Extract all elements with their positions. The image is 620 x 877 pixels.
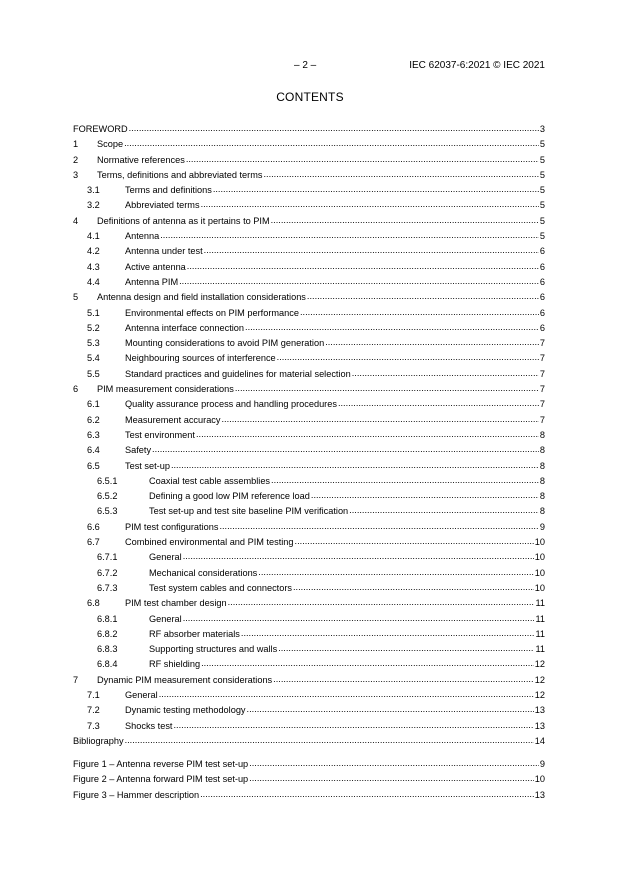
toc-dot-leader (295, 535, 534, 545)
toc-entry-title: PIM test chamber design (125, 598, 227, 609)
toc-entry-page: 5 (539, 139, 545, 150)
toc-entry-number: 6.7.1 (97, 552, 118, 563)
toc-entry-title: Combined environmental and PIM testing (125, 537, 294, 548)
toc-entry-number: 3.2 (87, 200, 100, 211)
toc-entry[interactable] (73, 382, 545, 397)
toc-entry[interactable] (73, 153, 545, 168)
toc-entry-page: 5 (539, 169, 545, 180)
toc-entry[interactable] (73, 520, 545, 535)
toc-entry-title: RF shielding (149, 659, 201, 670)
toc-entry[interactable] (73, 703, 545, 718)
toc-entry-number: 5.5 (87, 368, 100, 379)
toc-entry[interactable] (73, 581, 545, 596)
toc-entry-title: Terms, definitions and abbreviated terms (97, 169, 263, 180)
toc-entry[interactable] (73, 550, 545, 565)
toc-dot-leader (352, 367, 539, 377)
toc-entry-title: General (149, 552, 182, 563)
list-of-figures (73, 757, 545, 803)
toc-entry-number: 6.4 (87, 445, 100, 456)
toc-entry-page: 9 (539, 521, 545, 532)
toc-entry-page: 6 (539, 292, 545, 303)
toc-entry-number: 6.7.3 (97, 582, 118, 593)
toc-entry[interactable] (73, 657, 545, 672)
toc-entry[interactable] (73, 367, 545, 382)
toc-dot-leader (174, 719, 534, 729)
figure-entry[interactable] (73, 788, 545, 803)
toc-entry-title: Antenna design and field installation considerations (97, 292, 306, 303)
toc-dot-leader (293, 581, 534, 591)
toc-entry[interactable] (73, 290, 545, 305)
toc-entry-title: Terms and definitions (125, 185, 212, 196)
toc-entry-title: Normative references (97, 154, 185, 165)
toc-entry-number: 5.2 (87, 322, 100, 333)
toc-entry-number: 6.3 (87, 429, 100, 440)
toc-entry-title: Environmental effects on PIM performance (125, 307, 299, 318)
toc-dot-leader (219, 520, 538, 530)
toc-entry-page: 5 (539, 215, 545, 226)
toc-entry-title: General (125, 689, 158, 700)
toc-entry-page: 13 (534, 720, 545, 731)
toc-dot-leader (171, 459, 539, 469)
toc-entry-title: PIM test configurations (125, 521, 219, 532)
toc-entry[interactable] (73, 489, 545, 504)
toc-entry-number: 7.2 (87, 705, 100, 716)
toc-entry-page: 8 (539, 506, 545, 517)
toc-entry-number: 6.7.2 (97, 567, 118, 578)
toc-dot-leader (273, 673, 534, 683)
toc-entry[interactable] (73, 504, 545, 519)
toc-entry-page: 12 (534, 674, 545, 685)
toc-entry-number: 6.8.4 (97, 659, 118, 670)
toc-entry-title: Test set-up (125, 460, 170, 471)
toc-entry-page: 6 (539, 276, 545, 287)
toc-dot-leader (152, 443, 539, 453)
toc-entry-page: 3 (539, 124, 545, 134)
toc-entry[interactable] (73, 566, 545, 581)
toc-dot-leader (263, 168, 538, 178)
toc-entry[interactable] (73, 642, 545, 657)
toc-entry-page: 10 (534, 582, 545, 593)
toc-entry-title: RF absorber materials (149, 628, 240, 639)
toc-entry[interactable] (73, 336, 545, 351)
toc-dot-leader (247, 703, 534, 713)
toc-dot-leader (200, 788, 534, 798)
toc-dot-leader (325, 336, 539, 346)
toc-dot-leader (187, 260, 539, 270)
toc-entry-page: 5 (539, 200, 545, 211)
toc-entry-page: 10 (534, 537, 545, 548)
toc-entry-title: Mounting considerations to avoid PIM generation (125, 338, 325, 349)
toc-entry-number: 3.1 (87, 185, 100, 196)
toc-dot-leader (249, 757, 539, 767)
toc-dot-leader (213, 183, 539, 193)
toc-entry-number: 4 (73, 215, 79, 226)
toc-dot-leader (245, 321, 539, 331)
page-number: – 2 – (294, 60, 317, 71)
toc-entry[interactable] (73, 673, 545, 688)
toc-entry-title: Dynamic testing methodology (125, 705, 246, 716)
toc-entry-number: 6.5.3 (97, 506, 118, 517)
toc-entry-number: 6.1 (87, 399, 100, 410)
toc-entry-page: 11 (535, 644, 545, 655)
toc-dot-leader (349, 504, 539, 514)
toc-entry-page: 10 (534, 567, 545, 578)
toc-entry[interactable] (73, 229, 545, 244)
toc-entry[interactable] (73, 244, 545, 259)
toc-entry[interactable] (73, 612, 545, 627)
toc-dot-leader (124, 137, 539, 147)
toc-entry[interactable] (73, 168, 545, 183)
toc-entry[interactable] (73, 719, 545, 734)
toc-entry-page: 8 (539, 475, 545, 486)
toc-entry-number: 2 (73, 154, 79, 165)
toc-entry[interactable] (73, 734, 545, 749)
toc-dot-leader (228, 596, 535, 606)
toc-entry-page: 7 (539, 353, 545, 364)
toc-entry-title: FOREWORD (73, 124, 128, 134)
toc-entry-page: 9 (539, 759, 545, 770)
toc-entry-number: 6.5.2 (97, 491, 118, 502)
toc-entry-page: 7 (539, 368, 545, 379)
toc-entry-page: 11 (535, 598, 545, 609)
toc-entry-title: Bibliography (73, 735, 124, 746)
toc-dot-leader (307, 290, 539, 300)
toc-entry-page: 5 (539, 231, 545, 242)
toc-entry-number: 4.4 (87, 276, 100, 287)
document-reference: IEC 62037-6:2021 © IEC 2021 (409, 60, 545, 71)
toc-entry-number: 1 (73, 139, 79, 150)
toc-entry-number: 4.1 (87, 231, 100, 242)
toc-entry-page: 12 (534, 659, 545, 670)
toc-dot-leader (201, 657, 534, 667)
toc-entry-number: 6.8 (87, 598, 100, 609)
toc-dot-leader (204, 244, 539, 254)
toc-entry-title: Test system cables and connectors (149, 582, 292, 593)
toc-entry[interactable] (73, 443, 545, 458)
toc-dot-leader (277, 351, 539, 361)
toc-entry-number: 6.6 (87, 521, 100, 532)
toc-entry-page: 7 (539, 414, 545, 425)
toc-entry-page: 7 (539, 384, 545, 395)
toc-entry-page: 12 (534, 689, 545, 700)
toc-entry[interactable] (73, 627, 545, 642)
toc-entry-title: Figure 2 – Antenna forward PIM test set-up (73, 774, 249, 785)
toc-entry[interactable] (73, 198, 545, 213)
toc-entry-number: 6 (73, 384, 79, 395)
toc-entry-page: 6 (539, 261, 545, 272)
toc-entry-title: Measurement accuracy (125, 414, 221, 425)
toc-entry[interactable] (73, 183, 545, 198)
toc-entry-number: 6.5 (87, 460, 100, 471)
toc-entry-number: 6.7 (87, 537, 100, 548)
toc-entry-title: Active antenna (125, 261, 186, 272)
toc-entry-number: 6.5.1 (97, 475, 118, 486)
toc-entry-page: 10 (534, 552, 545, 563)
toc-dot-leader (222, 413, 539, 423)
toc-entry-page: 13 (534, 789, 545, 800)
toc-dot-leader (241, 627, 535, 637)
toc-entry-number: 7.1 (87, 689, 100, 700)
toc-entry-page: 11 (535, 613, 545, 624)
toc-entry-page: 8 (539, 429, 545, 440)
toc-dot-leader (159, 688, 534, 698)
toc-dot-leader (196, 428, 539, 438)
toc-entry-title: Antenna (125, 231, 160, 242)
toc-entry-number: 6.8.1 (97, 613, 118, 624)
toc-entry-page: 13 (534, 705, 545, 716)
toc-entry-number: 7.3 (87, 720, 100, 731)
toc-entry-title: PIM measurement considerations (97, 384, 234, 395)
toc-entry[interactable] (73, 535, 545, 550)
toc-entry-title: Abbreviated terms (125, 200, 200, 211)
toc-entry-title: Mechanical considerations (149, 567, 258, 578)
toc-entry-title: Defining a good low PIM reference load (149, 491, 310, 502)
toc-entry-page: 5 (539, 154, 545, 165)
toc-gap (73, 749, 545, 757)
toc-entry[interactable] (73, 275, 545, 290)
toc-entry-title: Standard practices and guidelines for material selection (125, 368, 351, 379)
toc-entry-title: Definitions of antenna as it pertains to PIM (97, 215, 270, 226)
toc-entry-title: Supporting structures and walls (149, 644, 278, 655)
toc-entry[interactable] (73, 214, 545, 229)
toc-entry-title: Antenna PIM (125, 276, 179, 287)
toc-entry-page: 8 (539, 445, 545, 456)
page-header (0, 60, 620, 76)
toc-dot-leader (183, 550, 534, 560)
toc-entry-title: Safety (125, 445, 152, 456)
toc-dot-leader (129, 122, 539, 132)
toc-dot-leader (338, 397, 539, 407)
toc-entry-number: 5 (73, 292, 79, 303)
figure-entry[interactable] (73, 757, 545, 772)
toc-entry-title: Figure 1 – Antenna reverse PIM test set-up (73, 759, 249, 770)
toc-dot-leader (278, 642, 534, 652)
toc-entry-page: 8 (539, 491, 545, 502)
toc-entry[interactable] (73, 260, 545, 275)
toc-entry-page: 6 (539, 307, 545, 318)
toc-dot-leader (125, 734, 534, 744)
toc-entry-number: 4.2 (87, 246, 100, 257)
toc-dot-leader (249, 772, 534, 782)
toc-entries (73, 122, 545, 749)
toc-entry-number: 4.3 (87, 261, 100, 272)
toc-dot-leader (300, 306, 539, 316)
toc-entry-title: Test environment (125, 429, 195, 440)
toc-entry-page: 10 (534, 774, 545, 785)
toc-entry[interactable] (73, 122, 545, 137)
toc-dot-leader (235, 382, 539, 392)
toc-entry-page: 5 (539, 185, 545, 196)
toc-entry-number: 5.3 (87, 338, 100, 349)
toc-dot-leader (160, 229, 539, 239)
toc-entry[interactable] (73, 428, 545, 443)
toc-entry[interactable] (73, 596, 545, 611)
toc-entry-title: Shocks test (125, 720, 173, 731)
toc-entry-title: General (149, 613, 182, 624)
toc-entry[interactable] (73, 474, 545, 489)
toc-entry-page: 14 (534, 735, 545, 746)
toc-entry[interactable] (73, 306, 545, 321)
figure-entry[interactable] (73, 772, 545, 787)
toc-entry[interactable] (73, 459, 545, 474)
toc-entry[interactable] (73, 137, 545, 152)
toc-entry-title: Antenna interface connection (125, 322, 245, 333)
page-title: CONTENTS (276, 90, 344, 104)
toc-dot-leader (258, 566, 533, 576)
toc-entry-title: Neighbouring sources of interference (125, 353, 276, 364)
toc-entry-number: 5.1 (87, 307, 100, 318)
toc-entry-number: 6.2 (87, 414, 100, 425)
toc-entry-page: 7 (539, 338, 545, 349)
toc-entry-page: 6 (539, 246, 545, 257)
toc-entry-number: 6.8.3 (97, 644, 118, 655)
toc-dot-leader (183, 612, 535, 622)
toc-dot-leader (179, 275, 539, 285)
toc-dot-leader (201, 198, 539, 208)
toc-entry-title: Antenna under test (125, 246, 203, 257)
toc-dot-leader (311, 489, 539, 499)
toc-dot-leader (271, 214, 539, 224)
toc-entry-title: Coaxial test cable assemblies (149, 475, 271, 486)
toc-entry[interactable] (73, 351, 545, 366)
toc-entry-title: Quality assurance process and handling procedures (125, 399, 337, 410)
toc-entry-title: Test set-up and test site baseline PIM verification (149, 506, 349, 517)
toc-entry-page: 6 (539, 322, 545, 333)
toc-dot-leader (186, 153, 539, 163)
toc-entry-number: 5.4 (87, 353, 100, 364)
toc-entry-title: Scope (97, 139, 124, 150)
toc-dot-leader (271, 474, 539, 484)
toc-entry-number: 6.8.2 (97, 628, 118, 639)
toc-entry-number: 7 (73, 674, 79, 685)
toc-entry-page: 8 (539, 460, 545, 471)
toc-entry-title: Figure 3 – Hammer description (73, 789, 200, 800)
table-of-contents (73, 122, 545, 803)
toc-entry-number: 3 (73, 169, 79, 180)
toc-entry[interactable] (73, 321, 545, 336)
toc-entry-page: 11 (535, 628, 545, 639)
toc-entry-page: 7 (539, 399, 545, 410)
toc-entry[interactable] (73, 688, 545, 703)
toc-entry[interactable] (73, 413, 545, 428)
toc-entry[interactable] (73, 397, 545, 412)
toc-entry-title: Dynamic PIM measurement considerations (97, 674, 273, 685)
